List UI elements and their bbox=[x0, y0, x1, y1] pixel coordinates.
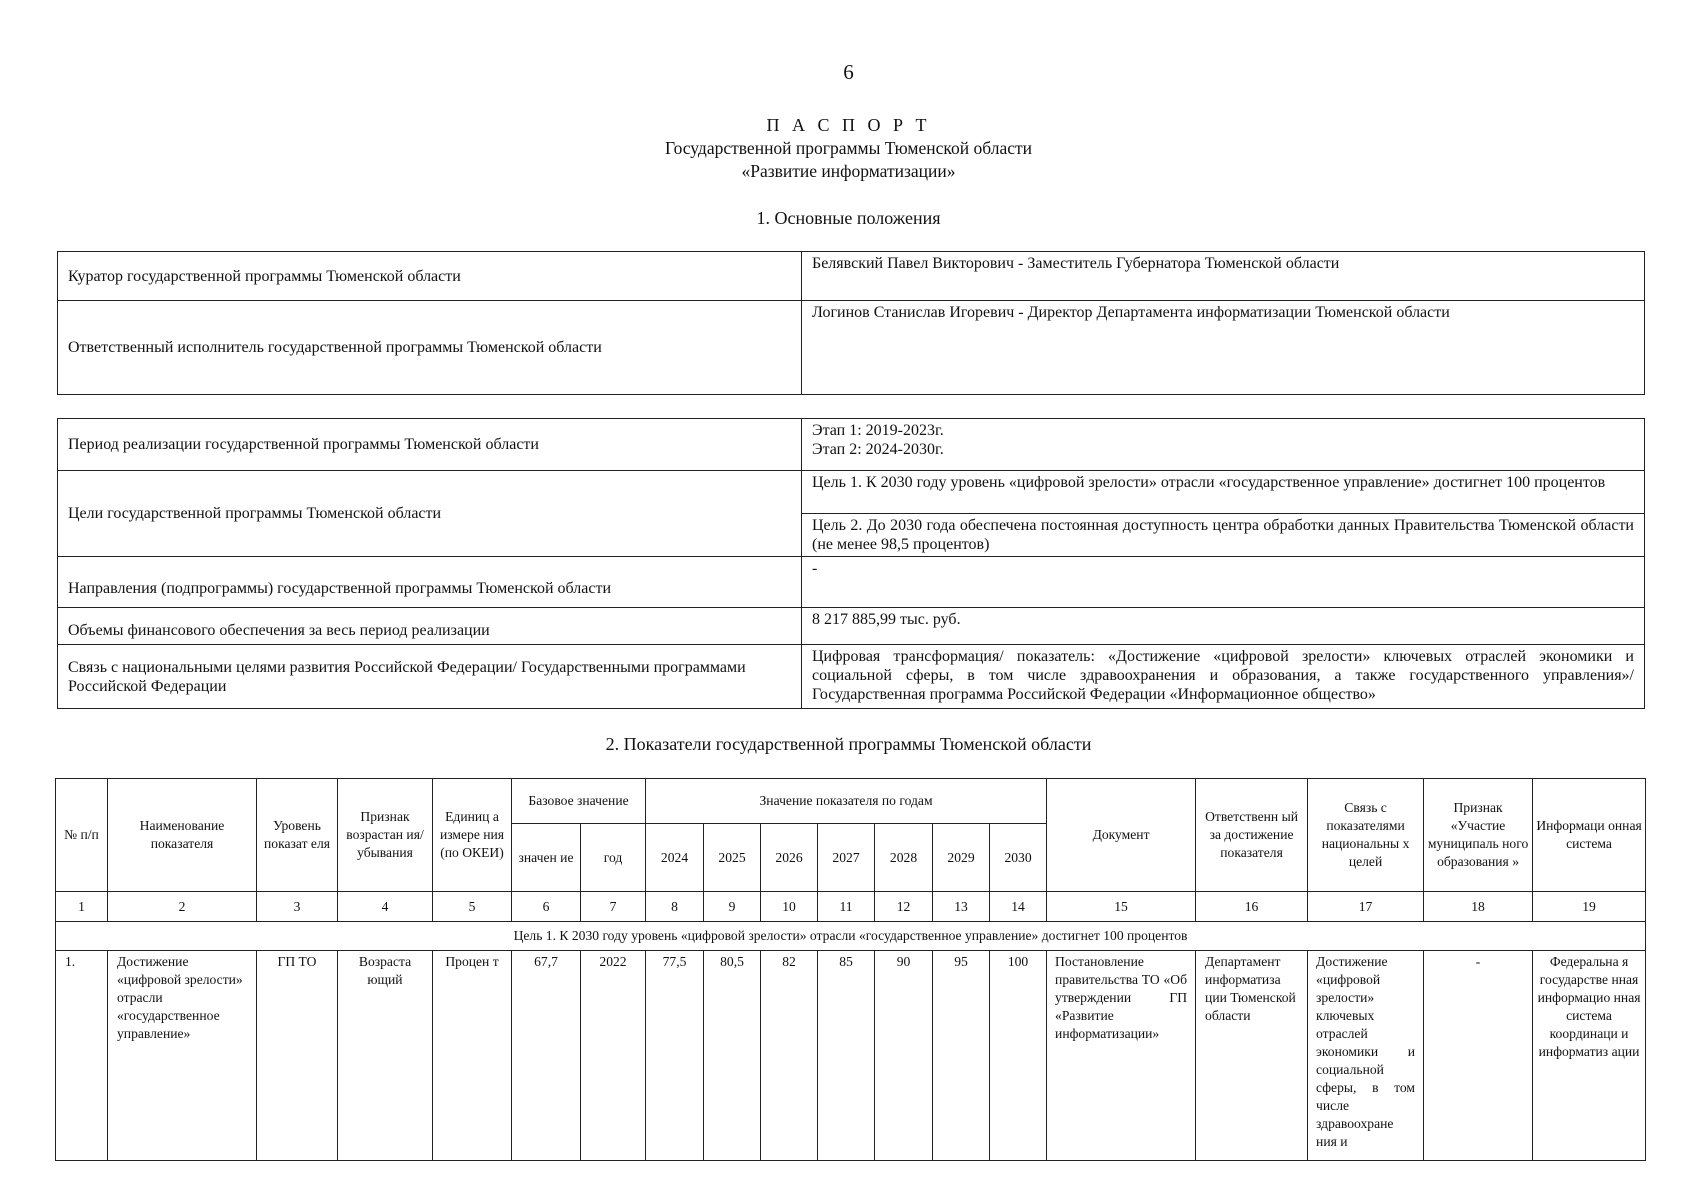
indicator-level: ГП ТО bbox=[257, 951, 338, 1161]
goal-row bbox=[56, 922, 1646, 951]
col-document-header: Документ bbox=[1047, 779, 1196, 892]
title-passport: П А С П О Р Т bbox=[766, 115, 931, 135]
funding-label: Объемы финансового обеспечения за весь период реализации bbox=[58, 608, 802, 645]
col-base-header: Базовое значение bbox=[512, 779, 646, 824]
column-number: 13 bbox=[933, 892, 990, 922]
column-number: 10 bbox=[761, 892, 818, 922]
year-header: 2025 bbox=[704, 824, 761, 892]
column-number: 12 bbox=[875, 892, 933, 922]
table-row bbox=[58, 252, 1645, 301]
indicator-info-system: Федеральна я государстве нная информацио нная система координаци и информатиз ации bbox=[1533, 951, 1646, 1161]
col-num-header: № п/п bbox=[56, 779, 108, 892]
column-number: 8 bbox=[646, 892, 704, 922]
indicators-table bbox=[55, 778, 1646, 1161]
col-info-system-header: Информаци онная система bbox=[1533, 779, 1646, 892]
year-value: 95 bbox=[933, 951, 990, 1161]
goals-label: Цели государственной программы Тюменской области bbox=[58, 471, 802, 557]
indicator-responsible: Департамент информатиза ции Тюменской области bbox=[1196, 951, 1308, 1161]
column-number: 3 bbox=[257, 892, 338, 922]
column-number: 4 bbox=[338, 892, 433, 922]
table-row bbox=[58, 557, 1645, 608]
section1-heading: 1. Основные положения bbox=[756, 208, 941, 228]
executor-label: Ответственный исполнитель государственной программы Тюменской области bbox=[58, 301, 802, 395]
goal-1: Цель 1. К 2030 году уровень «цифровой зрелости» отрасли «государственное управление» достигнет 100 процентов bbox=[802, 471, 1645, 514]
executor-value: Логинов Станислав Игоревич - Директор Департамента информатизации Тюменской области bbox=[802, 301, 1645, 395]
indicator-document: Постановление правительства ТО «Об утверждении ГП «Развитие информатизации» bbox=[1047, 951, 1196, 1161]
year-value: 90 bbox=[875, 951, 933, 1161]
row-num: 1. bbox=[56, 951, 108, 1161]
column-number: 6 bbox=[512, 892, 581, 922]
period-stage2: Этап 2: 2024-2030г. bbox=[812, 441, 944, 458]
table-row bbox=[56, 951, 1646, 1161]
col-years-header: Значение показателя по годам bbox=[646, 779, 1047, 824]
base-value: 67,7 bbox=[512, 951, 581, 1161]
table-row bbox=[58, 301, 1645, 395]
col-base-year-header: год bbox=[581, 824, 646, 892]
section2-heading: 2. Показатели государственной программы Тюменской области bbox=[605, 734, 1092, 754]
column-numbers-row bbox=[56, 892, 1646, 922]
column-number: 16 bbox=[1196, 892, 1308, 922]
curator-label: Куратор государственной программы Тюменской области bbox=[58, 252, 802, 301]
year-header: 2028 bbox=[875, 824, 933, 892]
period-label: Период реализации государственной программы Тюменской области bbox=[58, 419, 802, 471]
base-year: 2022 bbox=[581, 951, 646, 1161]
funding-value: 8 217 885,99 тыс. руб. bbox=[802, 608, 1645, 645]
year-value: 85 bbox=[818, 951, 875, 1161]
column-number: 7 bbox=[581, 892, 646, 922]
title-program: Государственной программы Тюменской области bbox=[664, 138, 1032, 158]
table-row bbox=[58, 419, 1645, 471]
column-number: 14 bbox=[990, 892, 1047, 922]
year-value: 82 bbox=[761, 951, 818, 1161]
column-number: 5 bbox=[433, 892, 512, 922]
col-trend-header: Признак возрастан ия/ убывания bbox=[338, 779, 433, 892]
year-header: 2026 bbox=[761, 824, 818, 892]
national-goals-label: Связь с национальными целями развития Российской Федерации/ Государственными программами Российской Федерации bbox=[58, 645, 802, 709]
year-value: 80,5 bbox=[704, 951, 761, 1161]
directions-value: - bbox=[802, 557, 1645, 608]
col-national-link-header: Связь с показателями национальны х целей bbox=[1308, 779, 1424, 892]
year-header: 2024 bbox=[646, 824, 704, 892]
indicator-unit: Процен т bbox=[433, 951, 512, 1161]
year-header: 2027 bbox=[818, 824, 875, 892]
header-row-1 bbox=[56, 779, 1646, 824]
basic-provisions-table-1 bbox=[57, 251, 1645, 395]
document-title bbox=[0, 114, 1697, 183]
column-number: 19 bbox=[1533, 892, 1646, 922]
indicator-name: Достижение «цифровой зрелости» отрасли «государственное управление» bbox=[108, 951, 257, 1161]
table-row bbox=[58, 645, 1645, 709]
goal-2: Цель 2. До 2030 года обеспечена постоянная доступность центра обработки данных Правительства Тюменской области (не менее 98,5 процентов) bbox=[802, 514, 1645, 557]
indicator-trend: Возраста ющий bbox=[338, 951, 433, 1161]
col-name-header: Наименование показателя bbox=[108, 779, 257, 892]
column-number: 1 bbox=[56, 892, 108, 922]
year-value: 100 bbox=[990, 951, 1047, 1161]
period-value bbox=[802, 419, 1645, 471]
column-number: 2 bbox=[108, 892, 257, 922]
column-number: 15 bbox=[1047, 892, 1196, 922]
curator-value: Белявский Павел Викторович - Заместитель Губернатора Тюменской области bbox=[802, 252, 1645, 301]
indicator-municipal: - bbox=[1424, 951, 1533, 1161]
indicator-national-link: Достижение «цифровой зрелости» ключевых отраслей экономики и социальной сферы, в том числе здравоохране ния и bbox=[1308, 951, 1424, 1161]
table-row bbox=[58, 471, 1645, 514]
period-stage1: Этап 1: 2019-2023г. bbox=[812, 422, 944, 439]
national-goals-value: Цифровая трансформация/ показатель: «Достижение «цифровой зрелости» ключевых отраслей экономики и социальной сферы, в том числе здравоохранения и образования, а также государственного управления»/ Государственная программа Российской Федерации «Информационное общество» bbox=[802, 645, 1645, 709]
year-header: 2030 bbox=[990, 824, 1047, 892]
column-number: 11 bbox=[818, 892, 875, 922]
column-number: 17 bbox=[1308, 892, 1424, 922]
title-program-name: «Развитие информатизации» bbox=[741, 161, 956, 181]
col-responsible-header: Ответственн ый за достижение показателя bbox=[1196, 779, 1308, 892]
col-unit-header: Единиц а измере ния (по ОКЕИ) bbox=[433, 779, 512, 892]
basic-provisions-table-2 bbox=[57, 418, 1645, 709]
col-base-value-header: значен ие bbox=[512, 824, 581, 892]
year-value: 77,5 bbox=[646, 951, 704, 1161]
page-number: 6 bbox=[843, 60, 854, 84]
col-level-header: Уровень показат еля bbox=[257, 779, 338, 892]
column-number: 9 bbox=[704, 892, 761, 922]
directions-label: Направления (подпрограммы) государственной программы Тюменской области bbox=[58, 557, 802, 608]
year-header: 2029 bbox=[933, 824, 990, 892]
goal-1-row-text: Цель 1. К 2030 году уровень «цифровой зрелости» отрасли «государственное управление» достигнет 100 процентов bbox=[56, 922, 1646, 951]
col-municipal-header: Признак «Участие муниципаль ного образования » bbox=[1424, 779, 1533, 892]
column-number: 18 bbox=[1424, 892, 1533, 922]
table-row bbox=[58, 608, 1645, 645]
